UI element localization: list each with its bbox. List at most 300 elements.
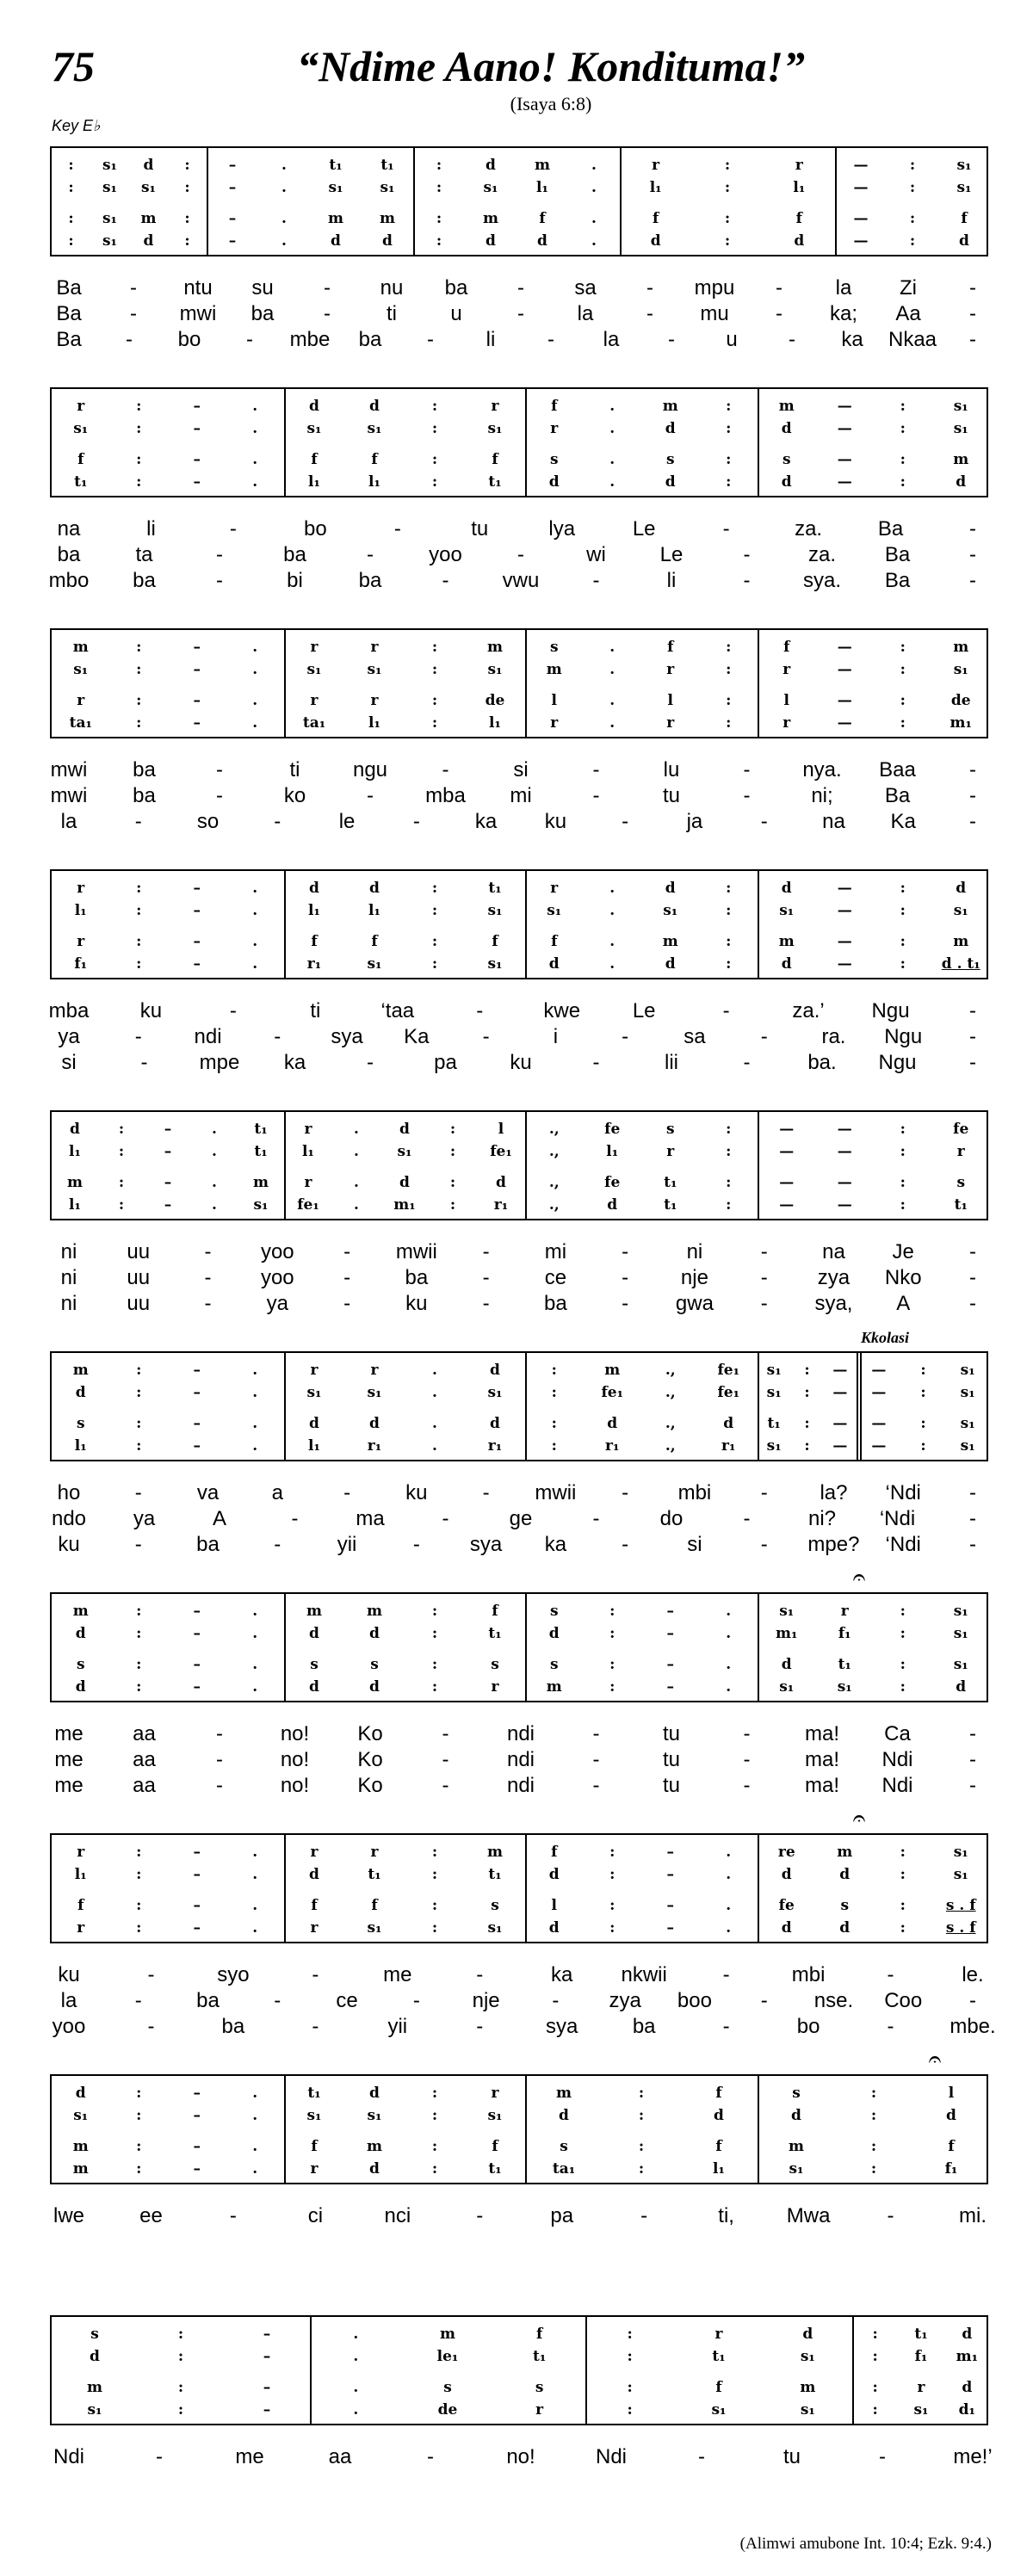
lyric-syllable: -	[743, 784, 751, 807]
solfa-note: .	[252, 420, 258, 437]
lyric-syllable: Ngu	[878, 1051, 917, 1074]
solfa-note: f	[77, 1897, 84, 1914]
solfa-note: d	[90, 2348, 100, 2365]
solfa-note: –	[228, 210, 237, 227]
solfa-note: s₁	[953, 1603, 968, 1620]
lyric-syllable: -	[969, 810, 976, 833]
solfa-note: d	[781, 880, 792, 897]
lyric-syllable: vwu	[502, 569, 540, 592]
voice-part-row	[52, 1362, 987, 1379]
lyric-line	[0, 1480, 1033, 1506]
solfa-note: .	[609, 902, 615, 919]
solfa-note: m₁	[949, 714, 972, 732]
solfa-note: .	[354, 1121, 359, 1138]
solfa-note: –	[193, 639, 201, 656]
lyric-syllable: -	[743, 1774, 751, 1797]
lyric-syllable: -	[130, 302, 137, 325]
solfa-note: –	[263, 2348, 271, 2365]
solfa-note: s₁	[73, 661, 89, 678]
solfa-note: –	[263, 2401, 271, 2418]
solfa-note: s	[535, 2379, 544, 2396]
solfa-note: :	[551, 1437, 557, 1455]
solfa-note: m	[72, 1362, 89, 1379]
solfa-note: d	[399, 1121, 410, 1138]
solfa-note: f	[551, 933, 558, 950]
solfa-note: —	[837, 639, 852, 656]
lyric-syllable: -	[592, 1507, 600, 1530]
solfa-note: :	[136, 2138, 142, 2155]
solfa-note: :	[609, 1625, 615, 1642]
solfa-note: m	[487, 1844, 503, 1861]
solfa-note: l₁	[74, 1866, 87, 1883]
lyric-syllable: -	[274, 1025, 281, 1048]
solfa-note: d	[781, 1656, 792, 1673]
solfa-note: d	[369, 1625, 380, 1642]
tonic-solfa-staff	[50, 1833, 988, 1943]
solfa-note: —	[837, 933, 852, 950]
lyric-syllable: ba	[444, 276, 468, 300]
lyric-syllable: -	[367, 784, 374, 807]
solfa-note: .	[726, 1656, 732, 1673]
solfa-note: —	[871, 1437, 887, 1455]
solfa-note: :	[118, 1143, 125, 1160]
solfa-note: r	[77, 1919, 85, 1937]
lyric-syllable: ni?	[807, 1507, 837, 1530]
solfa-note: r	[795, 157, 803, 174]
lyric-syllable: Ndi	[881, 1774, 913, 1797]
lyric-syllable: Ba	[884, 569, 911, 592]
solfa-note: s₁	[953, 661, 968, 678]
lyric-syllable: tu	[782, 2445, 801, 2468]
voice-part-row	[52, 2348, 987, 2365]
lyric-syllable: mi	[510, 784, 532, 807]
solfa-note: :	[184, 179, 190, 196]
lyric-syllable: -	[547, 328, 554, 351]
solfa-note: d	[665, 420, 676, 437]
lyric-syllable: -	[969, 328, 976, 351]
solfa-note: :	[551, 1362, 557, 1379]
solfa-note: —	[837, 661, 852, 678]
lyric-syllable: -	[343, 1266, 351, 1289]
voice-part-row	[52, 1384, 987, 1401]
solfa-note: l	[783, 692, 789, 709]
lyric-syllable: ba	[196, 1533, 220, 1556]
solfa-note: r	[77, 398, 85, 415]
tonic-solfa-staff	[50, 2315, 988, 2425]
voice-part-row	[52, 1625, 987, 1642]
solfa-note: l₁	[302, 1143, 314, 1160]
voice-part-row	[52, 2160, 987, 2178]
lyric-line	[0, 2444, 1033, 2470]
lyric-syllable: Aa	[895, 302, 921, 325]
solfa-note: le₁	[436, 2348, 459, 2365]
lyric-syllable: -	[969, 758, 976, 781]
solfa-note: s	[443, 2379, 452, 2396]
solfa-note: :	[431, 639, 438, 656]
solfa-note: :	[909, 157, 916, 174]
lyric-syllable: -	[134, 1025, 142, 1048]
solfa-note: d	[781, 420, 792, 437]
solfa-note: –	[193, 2085, 201, 2102]
lyric-syllable: -	[743, 758, 751, 781]
lyric-syllable: ba	[196, 1989, 220, 2012]
solfa-note: –	[193, 1437, 201, 1455]
solfa-note: d	[794, 232, 805, 250]
solfa-note: :	[431, 398, 438, 415]
solfa-note: .	[726, 1919, 732, 1937]
solfa-note: :	[870, 2138, 877, 2155]
solfa-note: f	[371, 451, 378, 468]
solfa-note: s₁	[800, 2348, 815, 2365]
solfa-note: t₁	[954, 1196, 968, 1214]
solfa-note: r	[535, 2401, 544, 2418]
solfa-note: s₁	[367, 1919, 382, 1937]
solfa-note: –	[228, 179, 237, 196]
solfa-note: :	[136, 473, 142, 491]
solfa-note: :	[136, 1897, 142, 1914]
lyric-syllable: -	[969, 1025, 976, 1048]
solfa-note: s	[956, 1174, 966, 1191]
lyric-syllable: yoo	[429, 543, 462, 566]
lyric-syllable: -	[969, 276, 976, 300]
lyric-syllable: ku	[405, 1481, 428, 1504]
lyric-syllable: -	[442, 569, 449, 592]
solfa-note: :	[431, 661, 438, 678]
solfa-note: :	[900, 398, 906, 415]
hymn-number: 75	[52, 42, 95, 90]
voice-part-row	[52, 451, 987, 468]
lyric-line	[0, 1050, 1033, 1076]
solfa-note: .	[726, 1897, 732, 1914]
voice-part-row	[52, 692, 987, 709]
lyric-syllable: yoo	[260, 1240, 294, 1263]
solfa-note: –	[263, 2326, 271, 2343]
music-section	[0, 2047, 1033, 2298]
solfa-note: d	[309, 1625, 319, 1642]
solfa-note: .	[432, 1362, 437, 1379]
lyric-syllable: za.	[807, 543, 837, 566]
solfa-note: –	[193, 2160, 201, 2178]
solfa-note: d	[143, 157, 154, 174]
solfa-note: r₁	[367, 1437, 382, 1455]
solfa-note: :	[118, 1121, 125, 1138]
solfa-note: s₁	[306, 1384, 322, 1401]
solfa-note: r₁	[487, 1437, 503, 1455]
solfa-note: :	[431, 1866, 438, 1883]
lyric-syllable: kwe	[543, 999, 581, 1022]
solfa-note: :	[900, 902, 906, 919]
solfa-note: .	[609, 473, 615, 491]
lyric-syllable: uu	[127, 1292, 151, 1315]
solfa-note: f	[551, 398, 558, 415]
lyric-syllable: mbi	[791, 1963, 826, 1986]
solfa-note: s₁	[102, 179, 118, 196]
solfa-note: :	[726, 398, 732, 415]
lyric-syllable: -	[552, 1989, 560, 2012]
solfa-note: s₁	[766, 1384, 782, 1401]
lyric-syllable: za.	[795, 517, 823, 541]
solfa-note: s₁	[483, 179, 498, 196]
solfa-note: –	[228, 157, 237, 174]
lyric-syllable: do	[659, 1507, 684, 1530]
solfa-note: d	[331, 232, 341, 250]
solfa-note: :	[870, 2160, 877, 2178]
solfa-note: :	[136, 1919, 142, 1937]
solfa-note: s . f	[945, 1897, 976, 1914]
lyric-syllable: -	[592, 1051, 600, 1074]
lyric-syllable: Zi	[900, 276, 917, 300]
lyric-syllable: Ba	[56, 328, 82, 351]
solfa-note: :	[436, 210, 442, 227]
lyric-syllable: Ndi	[595, 2445, 628, 2468]
solfa-note: .	[252, 1919, 258, 1937]
lyric-syllable: syo	[217, 1963, 250, 1986]
lyric-syllable: -	[592, 1774, 600, 1797]
solfa-note: r	[917, 2379, 925, 2396]
solfa-note: :	[136, 1437, 142, 1455]
lyric-syllable: -	[130, 276, 137, 300]
solfa-note: .	[252, 692, 258, 709]
lyric-syllable: Ba	[877, 517, 904, 541]
voice-part-row	[52, 639, 987, 656]
solfa-note: r	[550, 714, 559, 732]
solfa-note: l₁	[606, 1143, 619, 1160]
lyric-syllable: ge	[509, 1507, 533, 1530]
solfa-note: –	[666, 1603, 674, 1620]
lyric-syllable: -	[969, 1722, 976, 1745]
solfa-note: s₁	[328, 179, 343, 196]
solfa-note: :	[136, 1362, 142, 1379]
solfa-note: ta₁	[69, 714, 92, 732]
solfa-note: :	[726, 692, 732, 709]
solfa-note: :	[726, 880, 732, 897]
solfa-note: s	[549, 1603, 559, 1620]
solfa-note: r	[782, 714, 791, 732]
solfa-note: :	[870, 2085, 877, 2102]
solfa-note: :	[726, 1143, 732, 1160]
solfa-note: f	[667, 639, 674, 656]
lyric-syllable: gwa	[675, 1292, 714, 1315]
solfa-note: t₁	[664, 1174, 677, 1191]
lyric-syllable: -	[134, 1533, 142, 1556]
lyric-syllable: la	[60, 810, 77, 833]
lyric-syllable: -	[476, 999, 484, 1022]
lyric-line	[0, 327, 1033, 353]
lyric-syllable: -	[517, 302, 524, 325]
solfa-note: :	[609, 1866, 615, 1883]
solfa-note: :	[118, 1196, 125, 1214]
solfa-note: :	[136, 420, 142, 437]
lyric-syllable: Ka	[404, 1025, 430, 1048]
solfa-note: —	[871, 1415, 887, 1432]
solfa-note: :	[177, 2379, 184, 2396]
lyric-syllable: -	[640, 2204, 648, 2227]
solfa-note: r₁	[605, 1437, 620, 1455]
tonic-solfa-staff	[50, 1110, 988, 1220]
solfa-note: :	[136, 714, 142, 732]
solfa-note: :	[726, 1196, 732, 1214]
lyric-syllable: -	[367, 1051, 374, 1074]
solfa-note: d	[382, 232, 393, 250]
solfa-note: :	[724, 210, 731, 227]
solfa-note: .	[609, 955, 615, 973]
solfa-note: m	[440, 2326, 455, 2343]
solfa-note: :	[136, 2107, 142, 2124]
solfa-note: –	[193, 1678, 201, 1696]
solfa-note: :	[900, 473, 906, 491]
solfa-note: .	[252, 1656, 258, 1673]
solfa-note: t₁	[74, 473, 88, 491]
solfa-note: :	[431, 955, 438, 973]
solfa-note: l₁	[536, 179, 548, 196]
solfa-note: d	[75, 2085, 86, 2102]
lyric-syllable: -	[622, 1266, 629, 1289]
solfa-note: d	[791, 2107, 801, 2124]
solfa-note: —	[837, 880, 852, 897]
lyric-syllable: -	[476, 2204, 484, 2227]
lyric-syllable: -	[760, 1025, 768, 1048]
lyric-syllable: sya	[469, 1533, 503, 1556]
solfa-note: m	[800, 2379, 816, 2396]
solfa-note: :	[909, 179, 916, 196]
lyric-syllable: -	[969, 1292, 976, 1315]
solfa-note: :	[900, 1143, 906, 1160]
voice-part-row	[52, 933, 987, 950]
solfa-note: :	[551, 1415, 557, 1432]
solfa-note: :	[431, 1603, 438, 1620]
solfa-note: s₁	[380, 179, 395, 196]
lyric-syllable: no!	[280, 1774, 310, 1797]
solfa-note: –	[666, 1625, 674, 1642]
solfa-note: s₁	[953, 1844, 968, 1861]
lyric-line	[0, 1291, 1033, 1317]
lyric-syllable: -	[760, 1481, 768, 1504]
lyric-syllable: -	[622, 1533, 629, 1556]
lyric-syllable: -	[969, 1481, 976, 1504]
scripture-reference: (Isaya 6:8)	[510, 93, 592, 114]
solfa-note: –	[193, 1415, 201, 1432]
solfa-note: :	[900, 933, 906, 950]
lyric-syllable: no!	[506, 2445, 535, 2468]
solfa-note: —	[837, 1143, 852, 1160]
solfa-note: —	[853, 210, 869, 227]
solfa-note: –	[193, 1897, 201, 1914]
solfa-note: f	[948, 2138, 955, 2155]
voice-part-row	[52, 902, 987, 919]
lyric-syllable: za.’	[792, 999, 825, 1022]
tonic-solfa-staff	[50, 146, 988, 256]
solfa-note: –	[193, 398, 201, 415]
solfa-note: d	[839, 1919, 851, 1937]
lyric-line	[0, 275, 1033, 301]
lyric-syllable: -	[592, 784, 600, 807]
lyric-syllable: ngu	[352, 758, 388, 781]
solfa-note: s₁	[367, 2107, 382, 2124]
solfa-note: d	[665, 880, 676, 897]
lyric-syllable: mwii	[395, 1240, 437, 1263]
solfa-note: l₁	[308, 473, 320, 491]
solfa-note: d	[946, 2107, 956, 2124]
solfa-note: l₁	[793, 179, 806, 196]
solfa-note: s	[549, 639, 559, 656]
solfa-note: :	[177, 2326, 184, 2343]
music-section	[0, 1110, 1033, 1334]
lyric-syllable: ndi	[506, 1748, 535, 1771]
lyric-syllable: -	[274, 1533, 281, 1556]
lyric-syllable: li	[666, 569, 677, 592]
lyric-syllable: ku	[405, 1292, 428, 1315]
solfa-note: de	[437, 2401, 458, 2418]
lyric-syllable: mpe	[199, 1051, 240, 1074]
solfa-note: s₁	[953, 902, 968, 919]
solfa-note: :	[118, 1174, 125, 1191]
solfa-note: –	[193, 661, 201, 678]
solfa-note: –	[164, 1143, 172, 1160]
lyric-syllable: A	[212, 1507, 227, 1530]
lyric-syllable: -	[760, 1266, 768, 1289]
solfa-note: —	[832, 1362, 848, 1379]
lyric-syllable: boo	[677, 1989, 712, 2012]
solfa-note: :	[431, 2160, 438, 2178]
solfa-note: :	[900, 955, 906, 973]
solfa-note: .	[252, 1897, 258, 1914]
lyric-syllable: aa	[133, 1722, 156, 1745]
solfa-note: s₁	[547, 902, 562, 919]
solfa-note: f	[492, 933, 498, 950]
solfa-note: –	[666, 1844, 674, 1861]
solfa-note: :	[431, 420, 438, 437]
solfa-note: f	[539, 210, 546, 227]
solfa-note: fe₁	[490, 1143, 512, 1160]
solfa-note: .	[609, 933, 615, 950]
solfa-note: s₁	[140, 179, 157, 196]
lyric-syllable: -	[743, 543, 751, 566]
solfa-note: :	[726, 420, 732, 437]
lyric-syllable: ba	[251, 302, 275, 325]
solfa-note: .	[252, 2085, 258, 2102]
solfa-note: :	[136, 398, 142, 415]
solfa-note: :	[136, 902, 142, 919]
lyric-line	[0, 2203, 1033, 2229]
solfa-note: s₁	[367, 420, 382, 437]
voice-part-row	[52, 1897, 987, 1914]
lyric-syllable: mu	[700, 302, 729, 325]
lyric-syllable: -	[743, 569, 751, 592]
solfa-note: .	[252, 955, 258, 973]
lyric-syllable: la	[60, 1989, 77, 2012]
solfa-note: t₁	[368, 1866, 381, 1883]
voice-part-row	[52, 398, 987, 415]
solfa-note: m	[72, 2138, 89, 2155]
lyric-syllable: ‘Ndi	[885, 1481, 921, 1504]
solfa-note: l₁	[308, 1437, 320, 1455]
voice-part-row	[52, 2085, 987, 2102]
solfa-note: m	[72, 1603, 89, 1620]
solfa-note: s₁	[779, 1603, 795, 1620]
solfa-note: s₁	[487, 1384, 503, 1401]
lyric-syllable: me	[54, 1722, 84, 1745]
lyric-syllable: ni	[60, 1240, 77, 1263]
solfa-note: m	[604, 1362, 621, 1379]
solfa-note: .	[726, 1625, 732, 1642]
lyric-syllable: -	[969, 1240, 976, 1263]
solfa-note: .	[432, 1437, 437, 1455]
solfa-note: r	[714, 2326, 723, 2343]
solfa-note: –	[666, 1897, 674, 1914]
lyric-syllable: ba	[57, 543, 81, 566]
solfa-note: f	[715, 2379, 722, 2396]
lyric-syllable: Le	[632, 517, 656, 541]
